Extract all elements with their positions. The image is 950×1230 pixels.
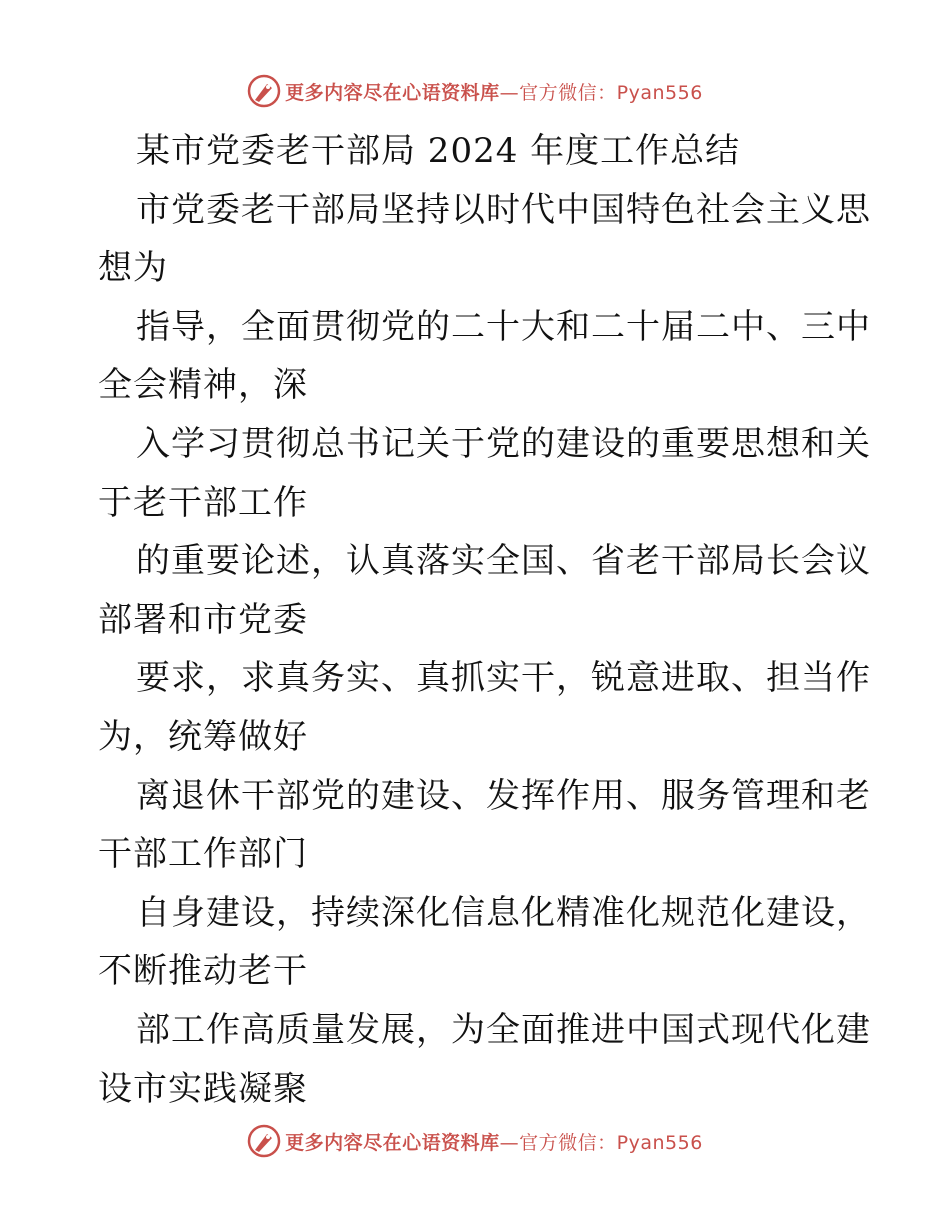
- banner-suffix: 官方微信：Pyan556: [519, 81, 703, 104]
- footer-banner: [0, 1121, 950, 1161]
- document-title: 某市党委老干部局 2024 年度工作总结: [136, 131, 741, 171]
- banner-dash: —: [499, 81, 520, 104]
- document-body: [98, 122, 871, 1118]
- paragraph-line: 离退休干部党的建设、发挥作用、服务管理和老: [136, 775, 871, 816]
- paragraph-line: 干部工作部门: [98, 834, 308, 875]
- fountain-pen-seal-icon: [247, 1124, 281, 1158]
- paragraph-line: 全会精神，深: [98, 365, 308, 406]
- paragraph-line: 为，统筹做好: [98, 716, 308, 757]
- fountain-pen-seal-icon: [247, 74, 281, 108]
- paragraph-line: 的重要论述，认真落实全国、省老干部局长会议: [136, 541, 871, 582]
- paragraph-line: 于老干部工作: [98, 482, 308, 523]
- paragraph-line: 设市实践凝聚: [98, 1068, 308, 1109]
- paragraph-line: 部工作高质量发展，为全面推进中国式现代化建: [136, 1009, 871, 1050]
- header-banner: [0, 71, 950, 111]
- paragraph-line: 入学习贯彻总书记关于党的建设的重要思想和关: [136, 423, 871, 464]
- paragraph-line: 部署和市党委: [98, 599, 308, 640]
- paragraph-line: 市党委老干部局坚持以时代中国特色社会主义思: [136, 189, 871, 230]
- paragraph-line: 自身建设，持续深化信息化精准化规范化建设，: [136, 892, 871, 933]
- paragraph-line: 要求，求真务实、真抓实干，锐意进取、担当作: [136, 658, 871, 699]
- banner-main-text: 更多内容尽在心语资料库: [285, 1131, 500, 1154]
- banner-text: [285, 78, 703, 105]
- banner-main-text: 更多内容尽在心语资料库: [285, 81, 500, 104]
- banner-text: [285, 1128, 703, 1155]
- banner-suffix: 官方微信：Pyan556: [519, 1131, 703, 1154]
- paragraph-line: 想为: [98, 248, 168, 289]
- paragraph-line: 指导，全面贯彻党的二十大和二十届二中、三中: [136, 306, 871, 347]
- paragraph-line: 不断推动老干: [98, 951, 308, 992]
- banner-dash: —: [499, 1131, 520, 1154]
